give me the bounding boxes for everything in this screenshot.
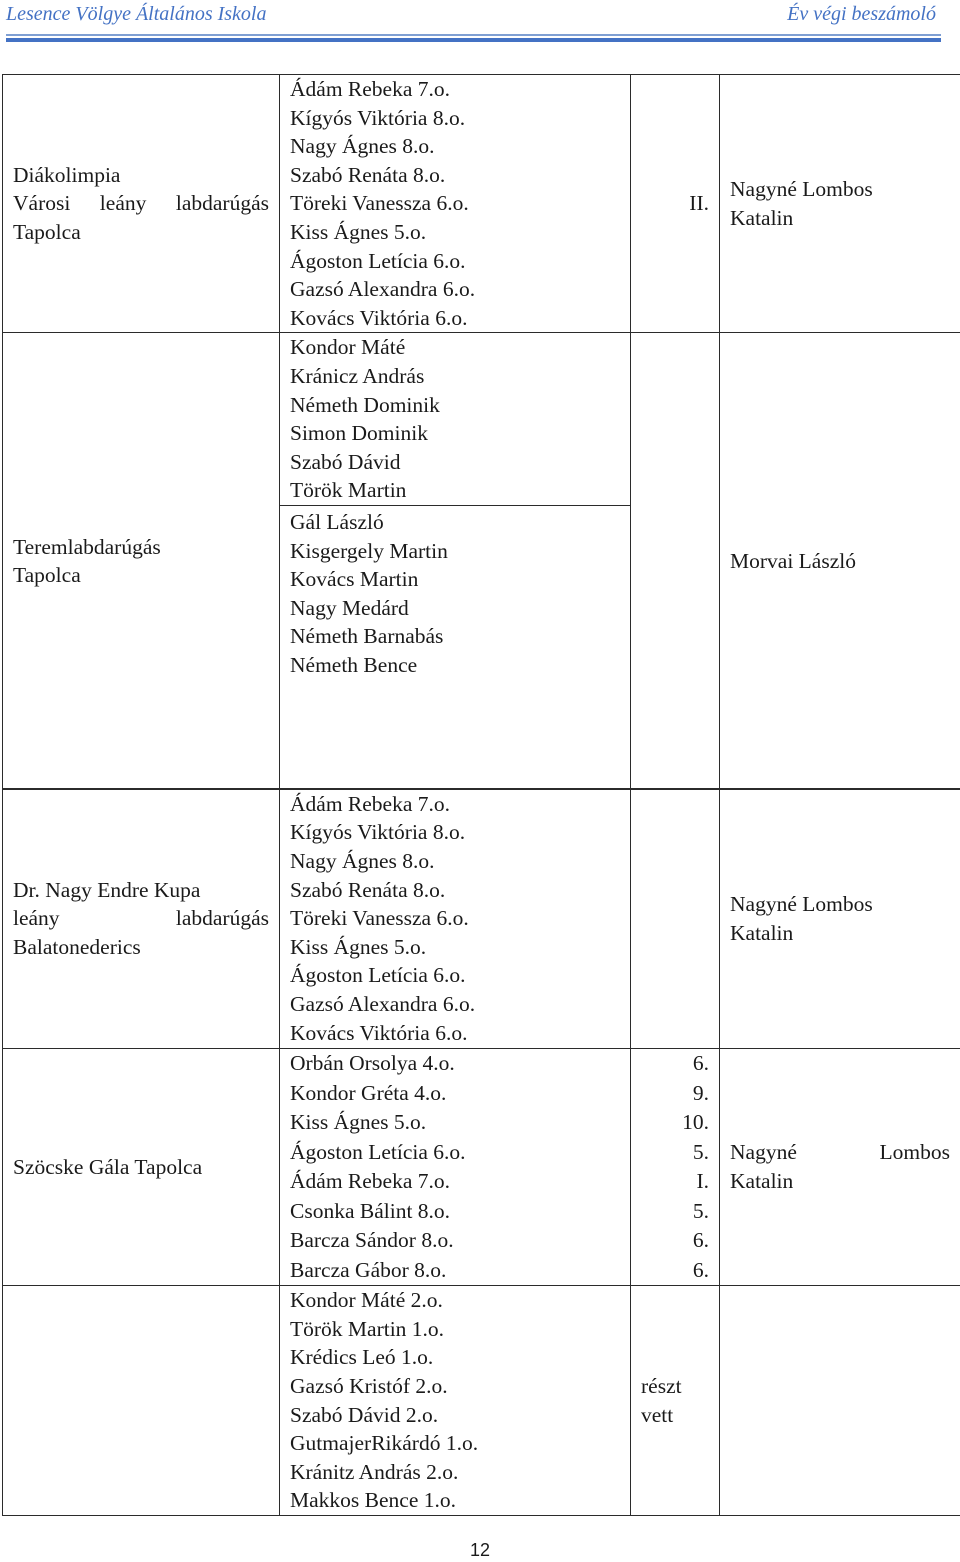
list-item: Kígyós Viktória 8.o. [290, 105, 466, 130]
result-cell [631, 1049, 720, 1286]
list-item: Gazsó Alexandra 6.o. [290, 991, 476, 1016]
list-item: Kiss Ágnes 5.o. [290, 934, 427, 959]
teacher-line: Katalin [730, 1169, 794, 1193]
results-table-1 [2, 74, 960, 790]
teacher-line: Nagyné Lombos [730, 1140, 950, 1165]
list-item: Ádám Rebeka 7.o. [290, 791, 451, 816]
teacher-cell [720, 75, 960, 333]
event-line: Tapolca [13, 219, 81, 244]
list-item: Kígyós Viktória 8.o. [290, 820, 466, 845]
list-item: Orbán Orsolya 4.o. [290, 1051, 455, 1075]
list-item: Ágoston Letícia 6.o. [290, 1139, 466, 1164]
list-item: Németh Bence [290, 652, 418, 677]
teacher-line: Katalin [730, 205, 794, 230]
event-line: Városi leány labdarúgás [13, 191, 269, 216]
result-line: részt [641, 1373, 682, 1398]
list-item: Németh Dominik [290, 392, 440, 417]
table-row [3, 333, 960, 506]
teacher-line: Katalin [730, 920, 794, 945]
event-line: Dr. Nagy Endre Kupa [13, 877, 201, 902]
list-item: Szabó Dávid [290, 449, 401, 474]
event-line: Diákolimpia [13, 162, 121, 187]
event-line: leány labdarúgás [13, 906, 269, 931]
participants-cell [280, 505, 631, 789]
participants-cell [280, 1049, 631, 1286]
list-item: Gazsó Kristóf 2.o. [290, 1373, 448, 1398]
table-row [3, 75, 960, 333]
teacher-cell: Morvai László [720, 333, 960, 790]
list-item: Kiss Ágnes 5.o. [290, 1110, 427, 1134]
list-item: Barcza Sándor 8.o. [290, 1228, 454, 1252]
participants-cell [280, 1286, 631, 1516]
list-item: Kránicz András [290, 363, 425, 388]
event-line: Balatonederics [13, 934, 141, 959]
event-cell: Szöcske Gála Tapolca [3, 1049, 280, 1286]
result-value: 10. [682, 1110, 709, 1134]
list-item: GutmajerRikárdó 1.o. [290, 1431, 479, 1456]
page-number: 12 [469, 1540, 491, 1560]
event-cell [3, 75, 280, 333]
list-item: Ágoston Letícia 6.o. [290, 963, 466, 988]
list-item: Ágoston Letícia 6.o. [290, 248, 466, 273]
table-row [3, 1286, 960, 1516]
teacher-line: Nagyné Lombos [730, 891, 873, 916]
list-item: Németh Barnabás [290, 624, 444, 649]
header-rule-thin [6, 34, 941, 36]
list-item: Nagy Medárd [290, 595, 409, 620]
list-item: Nagy Ágnes 8.o. [290, 134, 435, 159]
list-item: Török Martin [290, 478, 407, 503]
report-title: Év végi beszámoló [787, 3, 936, 25]
list-item: Szabó Dávid 2.o. [290, 1402, 439, 1427]
result-cell: II. [631, 75, 720, 333]
participants-cell [280, 333, 631, 506]
teacher-cell [720, 789, 960, 1049]
table-row [3, 1049, 960, 1286]
result-value: 5. [692, 1198, 709, 1223]
result-cell [631, 789, 720, 1049]
result-value: 6. [692, 1228, 709, 1252]
teacher-cell [720, 1049, 960, 1286]
result-value: 6. [692, 1051, 709, 1075]
participants-cell [280, 789, 631, 1049]
list-item: Szabó Renáta 8.o. [290, 877, 446, 902]
teacher-cell [720, 1286, 960, 1516]
list-item: Ádám Rebeka 7.o. [290, 77, 451, 101]
list-item: Kovács Viktória 6.o. [290, 1020, 468, 1045]
list-item: Krédics Leó 1.o. [290, 1345, 434, 1370]
results-table-2 [2, 788, 960, 1516]
list-item: Kránitz András 2.o. [290, 1459, 459, 1484]
event-line: Tapolca [13, 563, 81, 588]
result-value: 9. [692, 1080, 709, 1105]
teacher-line: Nagyné Lombos [730, 177, 873, 202]
event-cell [3, 1286, 280, 1516]
list-item: Török Martin 1.o. [290, 1316, 445, 1341]
school-name: Lesence Völgye Általános Iskola [6, 3, 267, 25]
list-item: Kondor Gréta 4.o. [290, 1080, 447, 1105]
list-item: Kondor Máté [290, 335, 406, 360]
participants-cell [280, 75, 631, 333]
list-item: Kondor Máté 2.o. [290, 1288, 443, 1313]
list-item: Ádám Rebeka 7.o. [290, 1169, 451, 1193]
list-item: Barcza Gábor 8.o. [290, 1257, 447, 1282]
list-item: Csonka Bálint 8.o. [290, 1198, 451, 1223]
result-value: I. [696, 1169, 709, 1193]
list-item: Töreki Vanessza 6.o. [290, 191, 469, 216]
table-row [3, 789, 960, 1049]
list-item: Kovács Viktória 6.o. [290, 305, 468, 330]
list-item: Simon Dominik [290, 421, 428, 446]
result-value: 6. [692, 1257, 709, 1282]
list-item: Kisgergely Martin [290, 538, 448, 563]
result-cell [631, 333, 720, 790]
event-cell [3, 333, 280, 790]
page-header [0, 0, 960, 40]
result-cell [631, 1286, 720, 1516]
list-item: Gazsó Alexandra 6.o. [290, 277, 476, 302]
result-line: vett [641, 1402, 674, 1427]
header-rule-thick [6, 38, 941, 42]
list-item: Gál László [290, 509, 384, 534]
list-item: Kovács Martin [290, 567, 419, 592]
result-value: 5. [692, 1139, 709, 1164]
list-item: Szabó Renáta 8.o. [290, 162, 446, 187]
list-item: Nagy Ágnes 8.o. [290, 849, 435, 874]
list-item: Makkos Bence 1.o. [290, 1488, 456, 1513]
event-cell [3, 789, 280, 1049]
list-item: Kiss Ágnes 5.o. [290, 219, 427, 244]
event-line: Teremlabdarúgás [13, 534, 161, 559]
list-item: Töreki Vanessza 6.o. [290, 906, 469, 931]
